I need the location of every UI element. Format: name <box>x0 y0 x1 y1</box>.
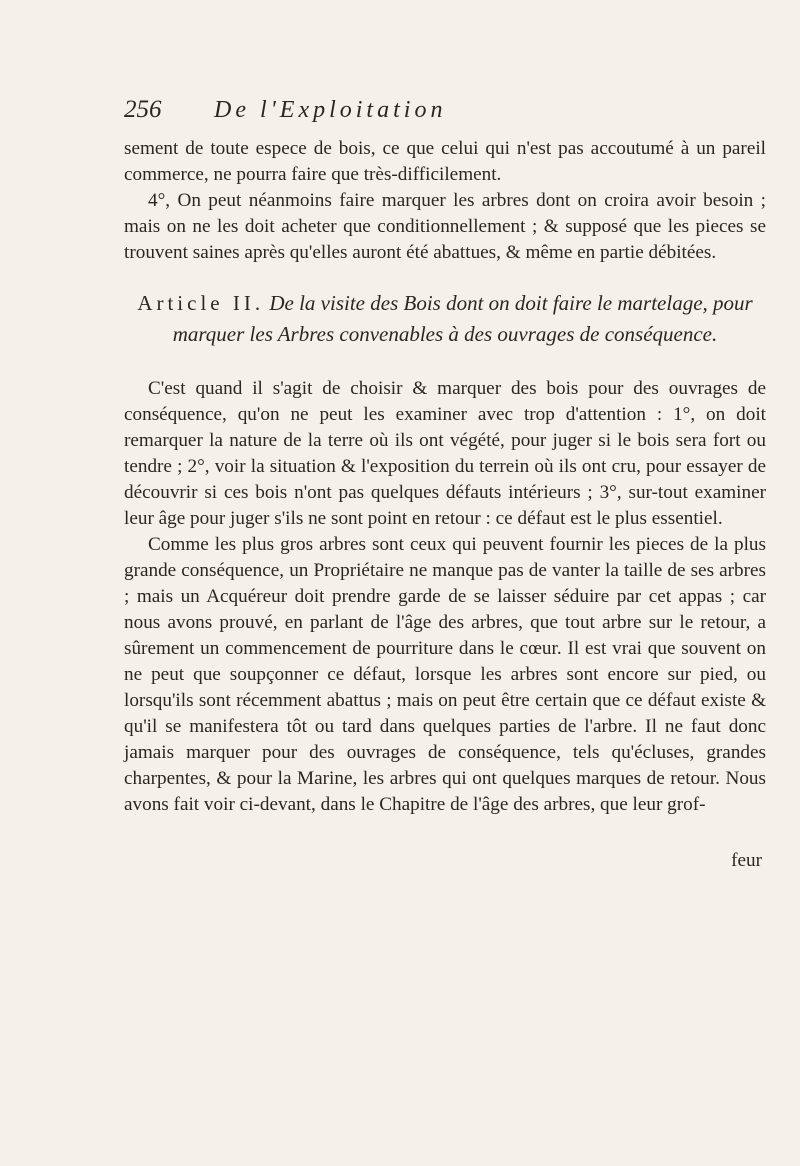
paragraph-continuation: sement de toute espece de bois, ce que celui qui n'est pas accoutumé à un pareil commerce, ne pourra faire que très-difficilement. <box>124 138 766 185</box>
article-heading <box>124 288 766 350</box>
article-label: Article II. <box>137 291 265 315</box>
page-number: 256 <box>124 96 162 123</box>
running-title: De l'Exploitation <box>214 97 447 123</box>
running-head <box>124 96 766 130</box>
catchword: feur <box>731 850 762 871</box>
paragraph-article-body: Comme les plus gros arbres sont ceux qui peuvent fournir les pieces de la plus grande conséquence, un Propriétaire ne manque pas de vanter la taille de ses arbres ; mais un Acquéreur doit prendre garde de se laisser séduire par cet appas ; car nous avons prouvé, en parlant de l'âge des arbres, que tout arbre sur le retour, a sûrement un commencement de pourriture dans le cœur. Il est vrai que souvent on ne peut que soupçonner ce défaut, lorsque les arbres sont encore sur pied, ou lorsqu'ils sont récemment abattus ; mais on peut être certain que ce défaut existe & qu'il se manifestera tôt ou tard dans quelques parties de l'arbre. Il ne faut donc jamais marquer pour des ouvrages de conséquence, tels qu'écluses, grandes charpentes, & pour la Marine, les arbres qui ont quelques marques de retour. Nous avons fait voir ci-devant, dans le Chapitre de l'âge des arbres, que leur grof- <box>124 534 766 815</box>
article-title: De la visite des Bois dont on doit faire le martelage, pour marquer les Arbres convenables à des ouvrages de conséquence. <box>172 291 753 346</box>
body-text <box>124 136 766 818</box>
paragraph-article-intro: C'est quand il s'agit de choisir & marquer des bois pour des ouvrages de conséquence, qu'on ne peut les examiner avec trop d'attention : 1°, on doit remarquer la nature de la terre où ils ont végété, pour juger si le bois sera fort ou tendre ; 2°, voir la situation & l'exposition du terrein où ils ont cru, pour essayer de découvrir si ces bois n'ont pas quelques défauts intérieurs ; 3°, sur-tout examiner leur âge pour juger s'ils ne sont point en retour : ce défaut est le plus essentiel. <box>124 378 766 529</box>
paragraph-point-four: 4°, On peut néanmoins faire marquer les arbres dont on croira avoir besoin ; mais on ne les doit acheter que conditionnellement ; & supposé que les pieces se trouvent saines après qu'elles auront été abattues, & même en partie débitées. <box>124 190 766 263</box>
